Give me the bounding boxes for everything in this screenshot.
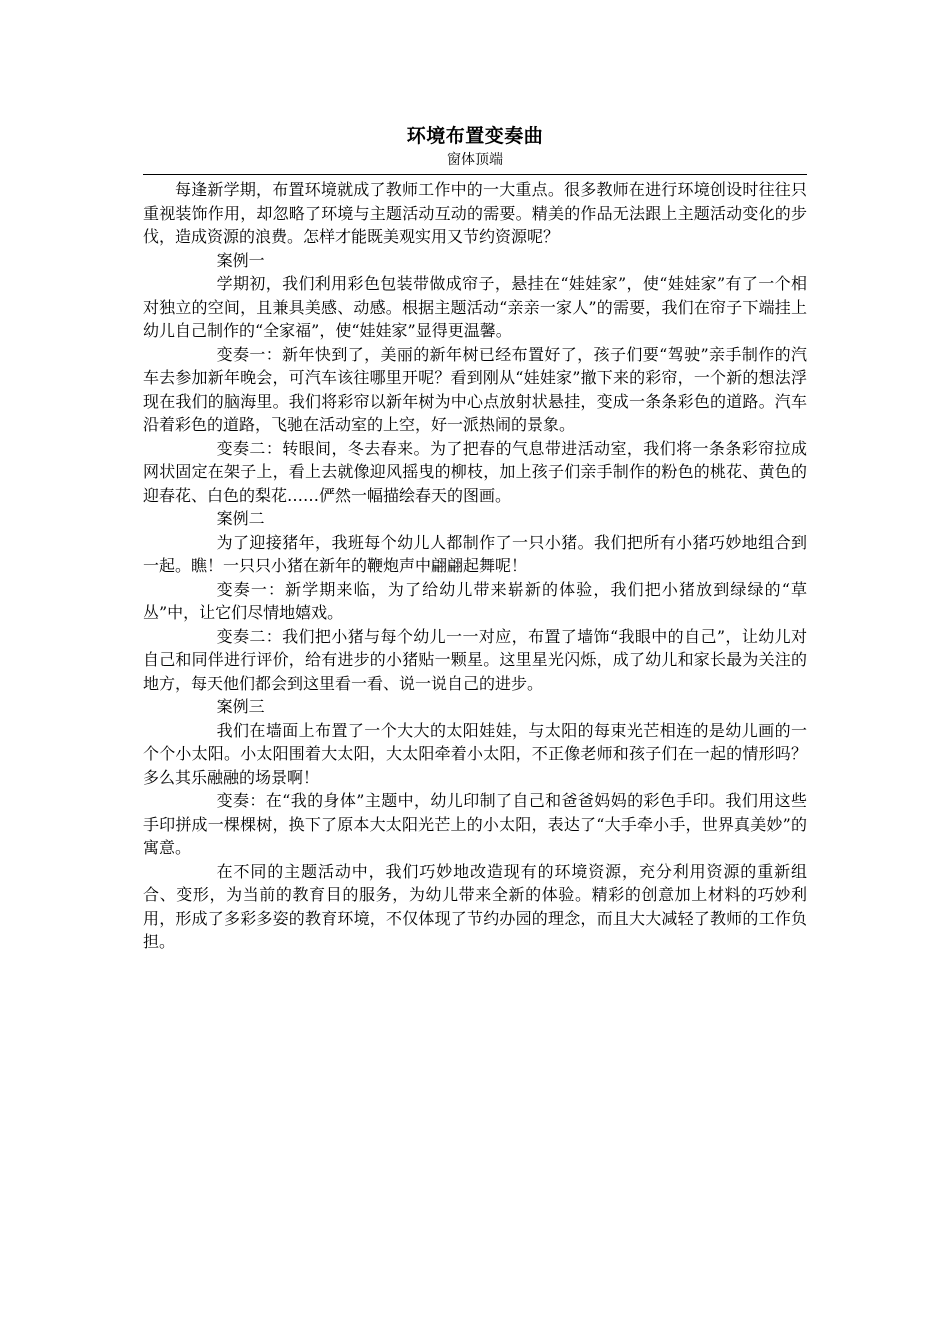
case-one-variation-2: 变奏二：转眼间，冬去春来。为了把春的气息带进活动室，我们将一条条彩帘拉成网状固定在架子上，看上去就像迎风摇曳的柳枝，加上孩子们亲手制作的粉色的桃花、黄色的迎春花、白色的梨花……俨然一幅描绘春天的图画。 bbox=[143, 438, 807, 505]
case-two-variation-1: 变奏一：新学期来临，为了给幼儿带来崭新的体验，我们把小猪放到绿绿的“草丛”中，让它们尽情地嬉戏。 bbox=[143, 579, 807, 622]
case-two-variation-2: 变奏二：我们把小猪与每个幼儿一一对应，布置了墙饰“我眼中的自己”，让幼儿对自己和同伴进行评价，给有进步的小猪贴一颗星。这里星光闪烁，成了幼儿和家长最为关注的地方，每天他们都会到这里看一看、说一说自己的进步。 bbox=[143, 626, 807, 693]
case-three-paragraph-1: 我们在墙面上布置了一个大大的太阳娃娃，与太阳的每束光芒相连的是幼儿画的一个个小太阳。小太阳围着大太阳，大太阳牵着小太阳，不正像老师和孩子们在一起的情形吗？多么其乐融融的场景啊！ bbox=[143, 720, 807, 787]
title-divider bbox=[143, 174, 807, 175]
document-subtitle: 窗体顶端 bbox=[447, 152, 503, 168]
case-two-heading: 案例二 bbox=[216, 509, 265, 528]
intro-paragraph: 每逢新学期，布置环境就成了教师工作中的一大重点。很多教师在进行环境创设时往往只重视装饰作用，却忽略了环境与主题活动互动的需要。精美的作品无法跟上主题活动变化的步伐，造成资源的浪费。怎样才能既美观实用又节约资源呢？ bbox=[143, 180, 807, 246]
document-title: 环境布置变奏曲 bbox=[406, 125, 544, 147]
case-two-paragraph-1: 为了迎接猪年，我班每个幼儿人都制作了一只小猪。我们把所有小猪巧妙地组合到一起。瞧！一只只小猪在新年的鞭炮声中翩翩起舞呢！ bbox=[143, 532, 807, 575]
case-three-heading: 案例三 bbox=[216, 697, 265, 716]
case-one-heading: 案例一 bbox=[216, 250, 265, 270]
document-body bbox=[143, 178, 807, 954]
case-one-variation-1: 变奏一：新年快到了，美丽的新年树已经布置好了，孩子们要“驾驶”亲手制作的汽车去参加新年晚会，可汽车该往哪里开呢？看到刚从“娃娃家”撤下来的彩帘，一个新的想法浮现在我们的脑海里。我们将彩帘以新年树为中心点放射状悬挂，变成一条条彩色的道路。汽车沿着彩色的道路，飞驰在活动室的上空，好一派热闹的景象。 bbox=[143, 344, 807, 434]
conclusion-paragraph: 在不同的主题活动中，我们巧妙地改造现有的环境资源，充分利用资源的重新组合、变形，为当前的教育目的服务，为幼儿带来全新的体验。精彩的创意加上材料的巧妙利用，形成了多彩多姿的教育环境，不仅体现了节约办园的理念，而且大大减轻了教师的工作负担。 bbox=[143, 861, 807, 951]
case-three-variation: 变奏：在“我的身体”主题中，幼儿印制了自己和爸爸妈妈的彩色手印。我们用这些手印拼成一棵棵树，换下了原本大太阳光芒上的小太阳，表达了“大手牵小手，世界真美妙”的寓意。 bbox=[143, 791, 807, 857]
case-one-paragraph-1: 学期初，我们利用彩色包装带做成帘子，悬挂在“娃娃家”，使“娃娃家”有了一个相对独立的空间，且兼具美感、动感。根据主题活动“亲亲一家人”的需要，我们在帘子下端挂上幼儿自己制作的“全家福”，使“娃娃家”显得更温馨。 bbox=[143, 274, 807, 340]
